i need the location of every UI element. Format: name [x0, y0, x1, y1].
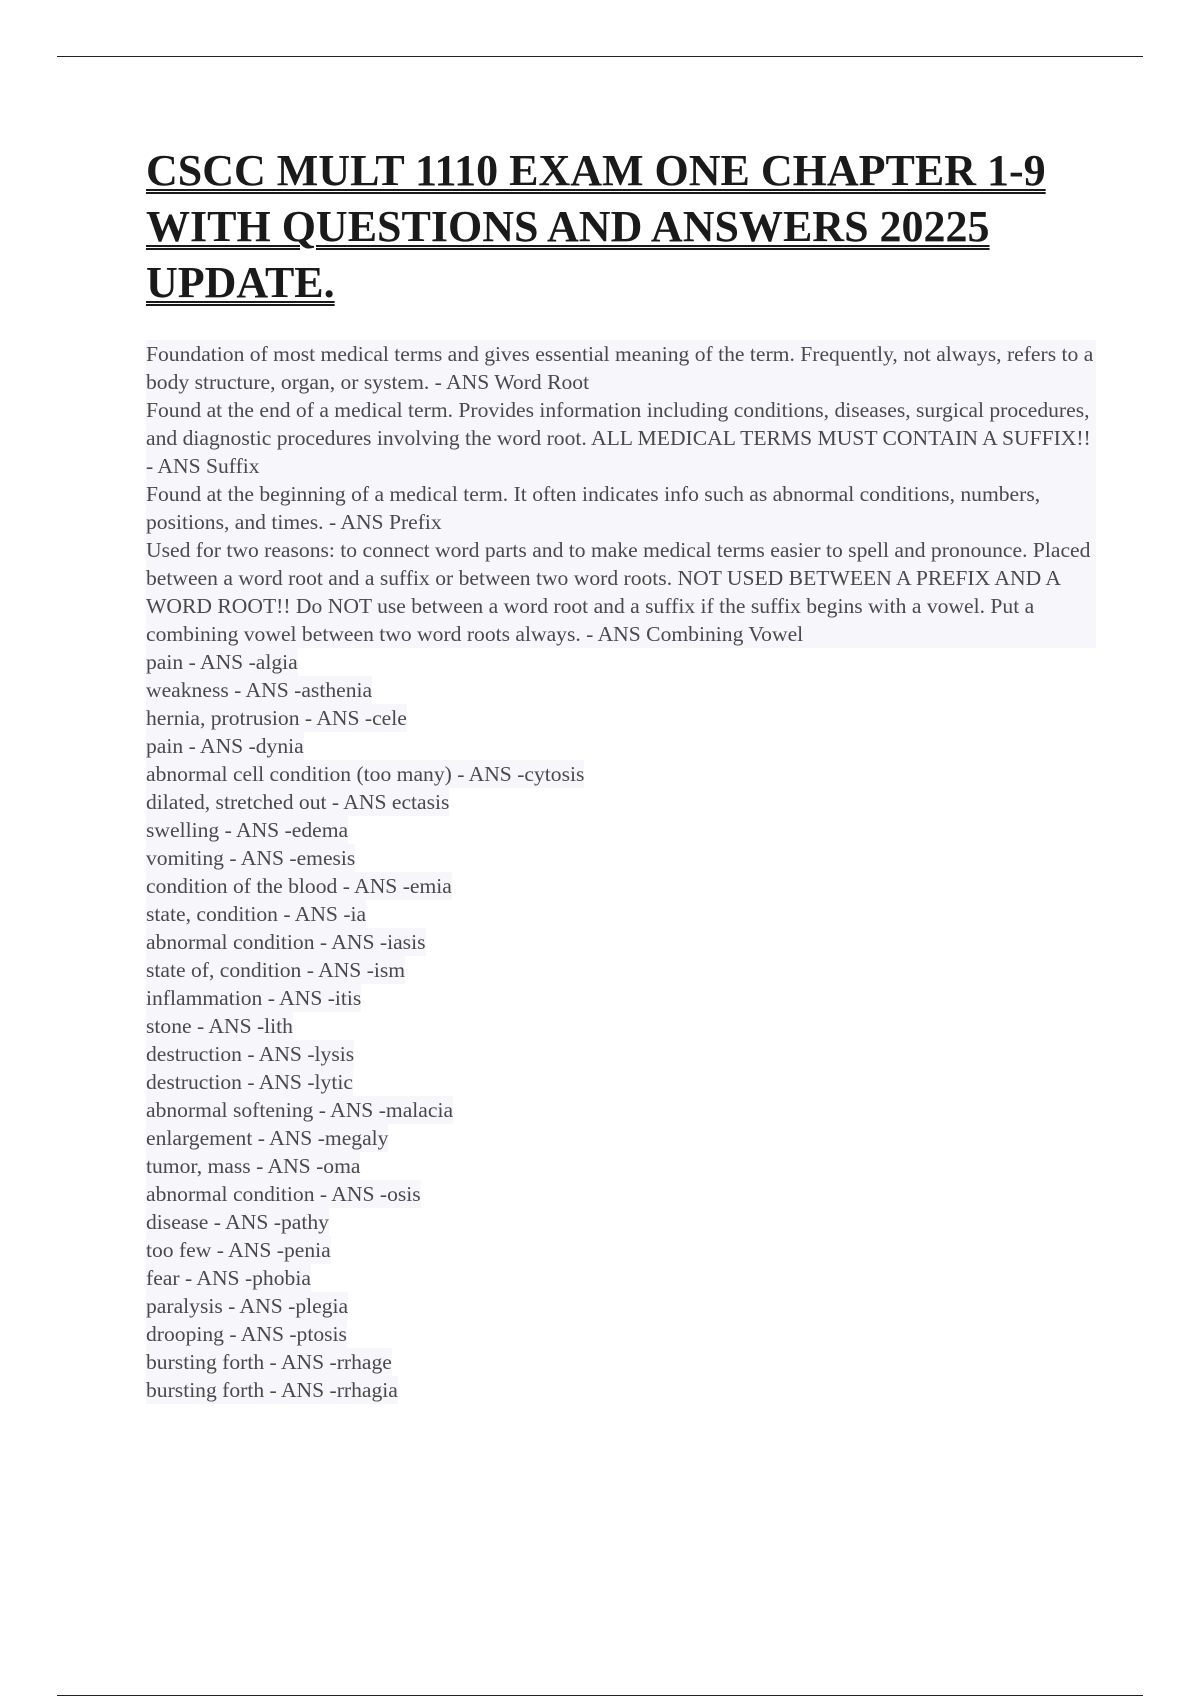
- qa-item: pain - ANS -algia: [146, 650, 298, 674]
- qa-item: state of, condition - ANS -ism: [146, 958, 406, 982]
- qa-item: abnormal cell condition (too many) - ANS -cytosis: [146, 762, 585, 786]
- qa-item: stone - ANS -lith: [146, 1014, 293, 1038]
- top-rule: [57, 56, 1143, 57]
- qa-item: bursting forth - ANS -rrhage: [146, 1350, 392, 1374]
- qa-item: condition of the blood - ANS -emia: [146, 874, 452, 898]
- qa-item: weakness - ANS -asthenia: [146, 678, 373, 702]
- qa-item: hernia, protrusion - ANS -cele: [146, 706, 407, 730]
- qa-item: fear - ANS -phobia: [146, 1266, 311, 1290]
- qa-item: vomiting - ANS -emesis: [146, 846, 356, 870]
- qa-item: destruction - ANS -lysis: [146, 1042, 355, 1066]
- qa-item: abnormal condition - ANS -iasis: [146, 930, 426, 954]
- qa-item: Found at the beginning of a medical term. It often indicates info such as abnormal conditions, numbers, positions, and times. - ANS Prefix: [146, 480, 1096, 536]
- qa-item: swelling - ANS -edema: [146, 818, 349, 842]
- qa-item: Foundation of most medical terms and gives essential meaning of the term. Frequently, not always, refers to a body structure, organ, or system. - ANS Word Root: [146, 340, 1096, 396]
- qa-item: enlargement - ANS -megaly: [146, 1126, 389, 1150]
- qa-item: dilated, stretched out - ANS ectasis: [146, 790, 450, 814]
- qa-item: Used for two reasons: to connect word parts and to make medical terms easier to spell and pronounce. Placed between a word root and a suffix or between two word roots. NOT USED BETWEEN A PREFIX AND A WORD ROOT!! Do NOT use between a word root and a suffix if the suffix begins with a vowel. Put a combining vowel between two word roots always. - ANS Combining Vowel: [146, 536, 1096, 648]
- qa-list: [146, 340, 1096, 1404]
- bottom-rule: [57, 1695, 1143, 1696]
- qa-item: tumor, mass - ANS -oma: [146, 1154, 361, 1178]
- document-title: CSCC MULT 1110 EXAM ONE CHAPTER 1-9 WITH QUESTIONS AND ANSWERS 20225 UPDATE.: [146, 146, 1046, 307]
- qa-item: abnormal softening - ANS -malacia: [146, 1098, 454, 1122]
- qa-item: pain - ANS -dynia: [146, 734, 304, 758]
- qa-item: inflammation - ANS -itis: [146, 986, 362, 1010]
- qa-item: state, condition - ANS -ia: [146, 902, 367, 926]
- qa-item: bursting forth - ANS -rrhagia: [146, 1378, 398, 1402]
- qa-item: drooping - ANS -ptosis: [146, 1322, 347, 1346]
- qa-item: destruction - ANS -lytic: [146, 1070, 353, 1094]
- qa-item: too few - ANS -penia: [146, 1238, 331, 1262]
- qa-item: Found at the end of a medical term. Provides information including conditions, diseases, surgical procedures, and diagnostic procedures involving the word root. ALL MEDICAL TERMS MUST CONTAIN A SUFFIX!! - ANS Suffix: [146, 396, 1096, 480]
- qa-item: paralysis - ANS -plegia: [146, 1294, 349, 1318]
- qa-item: abnormal condition - ANS -osis: [146, 1182, 421, 1206]
- qa-item: disease - ANS -pathy: [146, 1210, 329, 1234]
